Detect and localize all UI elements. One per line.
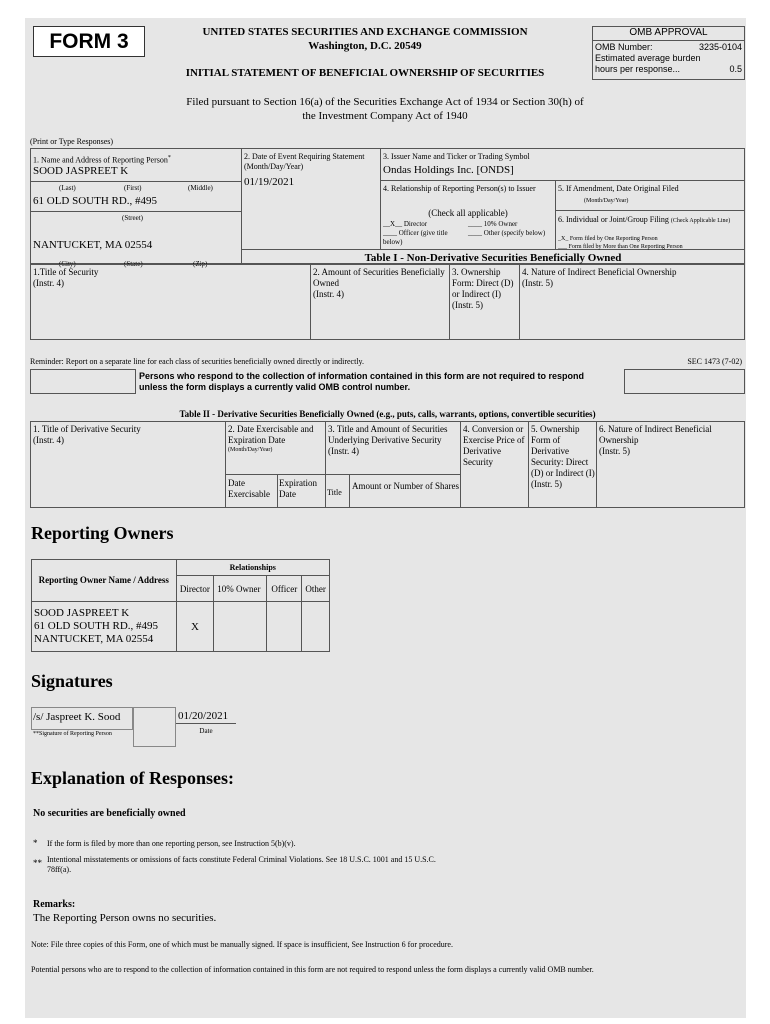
box6-line2: ___ Form filed by More than One Reporting Person	[558, 244, 683, 250]
middle-caption: (Middle)	[188, 184, 213, 192]
box5-label: 5. If Amendment, Date Original Filed	[558, 184, 679, 193]
omb-number: 3235-0104	[698, 42, 742, 52]
signatures-heading: Signatures	[31, 671, 113, 691]
print-note: (Print or Type Responses)	[30, 137, 114, 146]
signature-gap-box	[133, 707, 176, 747]
footnote2-mark: **	[33, 858, 42, 868]
table2-col6: 6. Nature of Indirect Beneficial Ownership (Instr. 5)	[599, 424, 712, 456]
check-all-applicable: (Check all applicable)	[428, 208, 508, 218]
state-caption: (State)	[124, 260, 143, 268]
table1-title: Table I - Non-Derivative Securities Beneficially Owned	[364, 252, 622, 264]
street-address: 61 OLD SOUTH RD., #495	[33, 195, 158, 207]
no-securities: No securities are beneficially owned	[33, 808, 186, 819]
relationships-header: Relationships	[176, 560, 329, 576]
note-text: Note: File three copies of this Form, one of which must be manually signed. If space is insufficient, See Instruction 6 for procedure.	[31, 940, 453, 949]
table2-title: Table II - Derivative Securities Beneficially Owned (e.g., puts, calls, warrants, options, convertible securities)	[179, 409, 596, 419]
footnote1-mark: *	[33, 838, 38, 848]
omb-approval-box	[592, 26, 745, 80]
city-caption: (City)	[59, 260, 76, 268]
table2-col5: 5. Ownership Form of Derivative Security: Direct (D) or Indirect (I) (Instr. 5)	[531, 424, 595, 489]
ten-pct-owner-checkbox: ____ 10% Owner	[468, 220, 518, 228]
table2-col3: 3. Title and Amount of Securities Underlying Derivative Security (Instr. 4)	[328, 424, 448, 456]
remarks-text: The Reporting Person owns no securities.	[33, 912, 217, 924]
filed-pursuant-line2: the Investment Company Act of 1940	[302, 110, 468, 122]
city-state-zip: NANTUCKET, MA 02554	[33, 239, 153, 251]
owner-name-header: Reporting Owner Name / Address	[32, 560, 177, 602]
table1-col4: 4. Nature of Indirect Beneficial Ownership (Instr. 5)	[522, 267, 677, 288]
table1-col3: 3. Ownership Form: Direct (D) or Indirect (I) (Instr. 5)	[452, 267, 514, 310]
box4-label: 4. Relationship of Reporting Person(s) to Issuer	[383, 184, 536, 193]
table2-col2-expiration-date: Expiration Date	[279, 478, 317, 499]
omb-burden-line2: hours per response...	[595, 64, 681, 74]
table-row	[32, 602, 330, 652]
footnote1: If the form is filed by more than one reporting person, see Instruction 5(b)(v).	[47, 839, 296, 848]
table1-col2: 2. Amount of Securities Beneficially Owned (Instr. 4)	[313, 267, 445, 299]
table2-col3-amount: Amount or Number of Shares	[352, 481, 459, 491]
owner-name-address: SOOD JASPREET K 61 OLD SOUTH RD., #495 NANTUCKET, MA 02554	[32, 602, 177, 652]
table2-col2: 2. Date Exercisable and Expiration Date (Month/Day/Year)	[228, 424, 314, 453]
potential-persons-text: Potential persons who are to respond to the collection of information contained in this form are not required to respond unless the form displays a currently valid OMB number.	[31, 965, 594, 974]
signature-value: /s/ Jaspreet K. Sood	[33, 711, 121, 723]
first-caption: (First)	[124, 184, 142, 192]
box5-sub: (Month/Day/Year)	[584, 198, 629, 204]
other-header: Other	[302, 576, 330, 602]
agency-location: Washington, D.C. 20549	[308, 40, 422, 52]
reporting-owners-table	[31, 559, 330, 652]
table2-col1: 1. Title of Derivative Security (Instr. 4)	[33, 424, 141, 445]
remarks-label: Remarks:	[33, 899, 76, 910]
event-date: 01/19/2021	[244, 176, 295, 188]
sec-code: SEC 1473 (7-02)	[687, 357, 742, 366]
signature-date: 01/20/2021	[178, 710, 229, 722]
officer-header: Officer	[267, 576, 302, 602]
table2-col4: 4. Conversion or Exercise Price of Derivative Security	[463, 424, 525, 467]
statement-title: INITIAL STATEMENT OF BENEFICIAL OWNERSHIP OF SECURITIES	[185, 67, 545, 79]
notice-left-box	[30, 369, 136, 394]
last-caption: (Last)	[59, 184, 76, 192]
reporting-person-name: SOOD JASPREET K	[33, 165, 129, 177]
omb-burden-value: 0.5	[729, 64, 742, 74]
signature-caption: **Signature of Reporting Person	[33, 731, 112, 737]
ten-pct-header: 10% Owner	[214, 576, 267, 602]
box6-label: 6. Individual or Joint/Group Filing (Check Applicable Line)	[558, 215, 731, 224]
reminder: Reminder: Report on a separate line for each class of securities beneficially owned directly or indirectly.	[30, 357, 365, 366]
other-checkbox: ____ Other (specify below)	[468, 229, 546, 237]
explanation-heading: Explanation of Responses:	[31, 768, 235, 788]
box1-label: 1. Name and Address of Reporting Person*	[33, 155, 171, 165]
issuer-name: Ondas Holdings Inc. [ONDS]	[383, 164, 514, 176]
omb-number-label: OMB Number:	[595, 42, 653, 52]
box3-label: 3. Issuer Name and Ticker or Trading Symbol	[383, 152, 530, 161]
box2-label: 2. Date of Event Requiring Statement (Month/Day/Year)	[244, 152, 365, 171]
table1-col1: 1.Title of Security (Instr. 4)	[33, 267, 99, 288]
date-caption: Date	[199, 727, 213, 735]
form-page	[25, 18, 746, 1018]
table2-col3-title: Title	[327, 488, 342, 497]
reporting-owners-heading: Reporting Owners	[31, 523, 174, 543]
box6-line1: _X_ Form filed by One Reporting Person	[558, 236, 658, 242]
omb-burden-line1: Estimated average burden	[595, 53, 701, 63]
filed-pursuant-line1: Filed pursuant to Section 16(a) of the Securities Exchange Act of 1934 or Section 30(h) of	[186, 96, 584, 108]
notice-right-box	[624, 369, 745, 394]
director-header: Director	[176, 576, 214, 602]
owner-director-mark: X	[176, 602, 214, 652]
table2-col2-date-exercisable: Date Exercisable	[228, 478, 270, 499]
zip-caption: (Zip)	[193, 260, 208, 268]
street-caption: (Street)	[122, 214, 143, 222]
footnote2: Intentional misstatements or omissions of facts constitute Federal Criminal Violations. See 18 U.S.C. 1001 and 15 U.S.C. 78ff(a).	[47, 855, 436, 874]
omb-title: OMB APPROVAL	[629, 27, 708, 38]
director-checkbox: __X__ Director	[383, 220, 428, 228]
officer-checkbox: ____ Officer (give title below)	[383, 229, 448, 246]
persons-notice: Persons who respond to the collection of information contained in this form are not required to respond unless the form displays a currently valid OMB control number.	[139, 371, 585, 392]
form-label: FORM 3	[33, 26, 145, 57]
agency-name: UNITED STATES SECURITIES AND EXCHANGE COMMISSION	[202, 26, 528, 38]
